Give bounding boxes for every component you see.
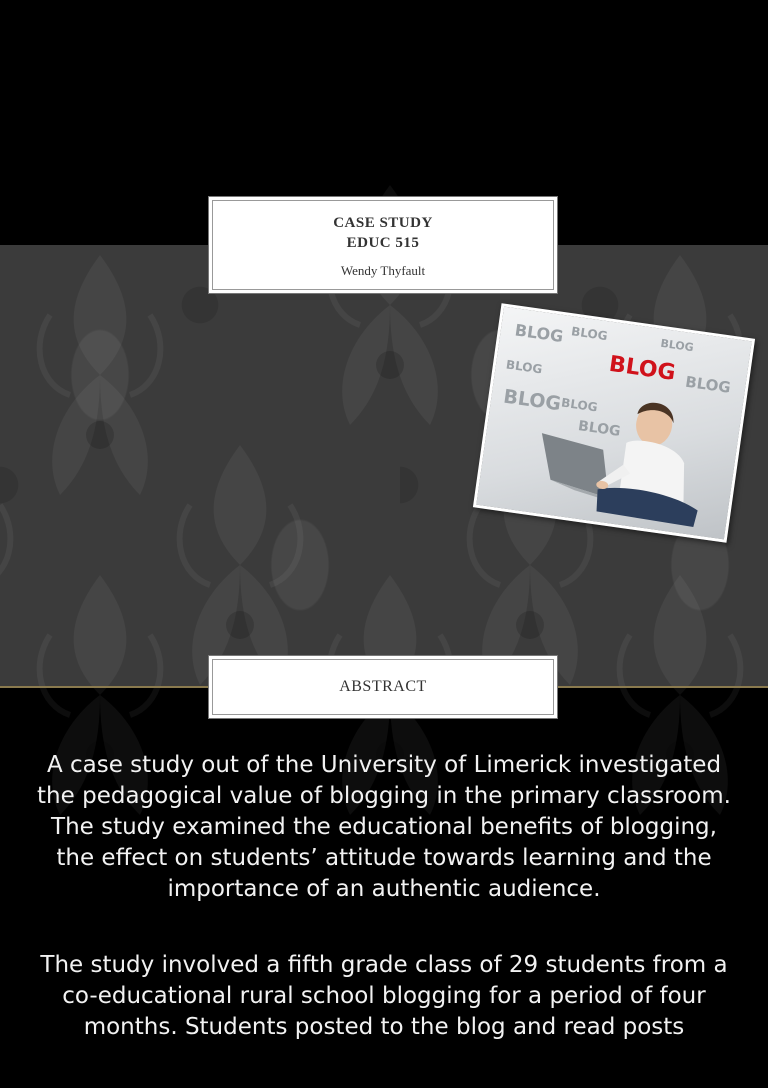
title-line-1: CASE STUDY: [333, 215, 433, 231]
abstract-paragraph-1: A case study out of the University of Limerick investigated the pedagogical value of blogging in the primary classroom. The study examined the educational benefits of blogging, the effect on students’ attitude towards learning and the importance of an authentic audience.: [37, 752, 731, 902]
title-card: [208, 196, 558, 294]
photo-word: BLOG: [659, 336, 695, 355]
photo-word: BLOG: [502, 385, 563, 416]
title-line-2: EDUC 515: [346, 235, 420, 251]
author-name: Wendy Thyfault: [340, 263, 426, 278]
photo-word: BLOG: [570, 324, 609, 344]
photo-word: BLOG: [560, 395, 599, 415]
photo-word: BLOG: [577, 418, 622, 440]
boy-with-laptop-illustration: [476, 307, 751, 540]
abstract-paragraph-2: The study involved a fifth grade class of 29 students from a co-educational rural school blogging for a period of four months. Students posted to the blog and read posts: [40, 952, 728, 1040]
abstract-body: [30, 750, 738, 1088]
photo-word: BLOG: [505, 357, 544, 377]
blog-boy-laptop-image: [473, 303, 755, 543]
section-heading-card: [208, 655, 558, 719]
photo-word: BLOG: [684, 372, 732, 397]
photo-word: BLOG: [513, 320, 565, 346]
section-heading: ABSTRACT: [339, 678, 427, 695]
photo-headline-word: BLOG: [607, 351, 677, 386]
